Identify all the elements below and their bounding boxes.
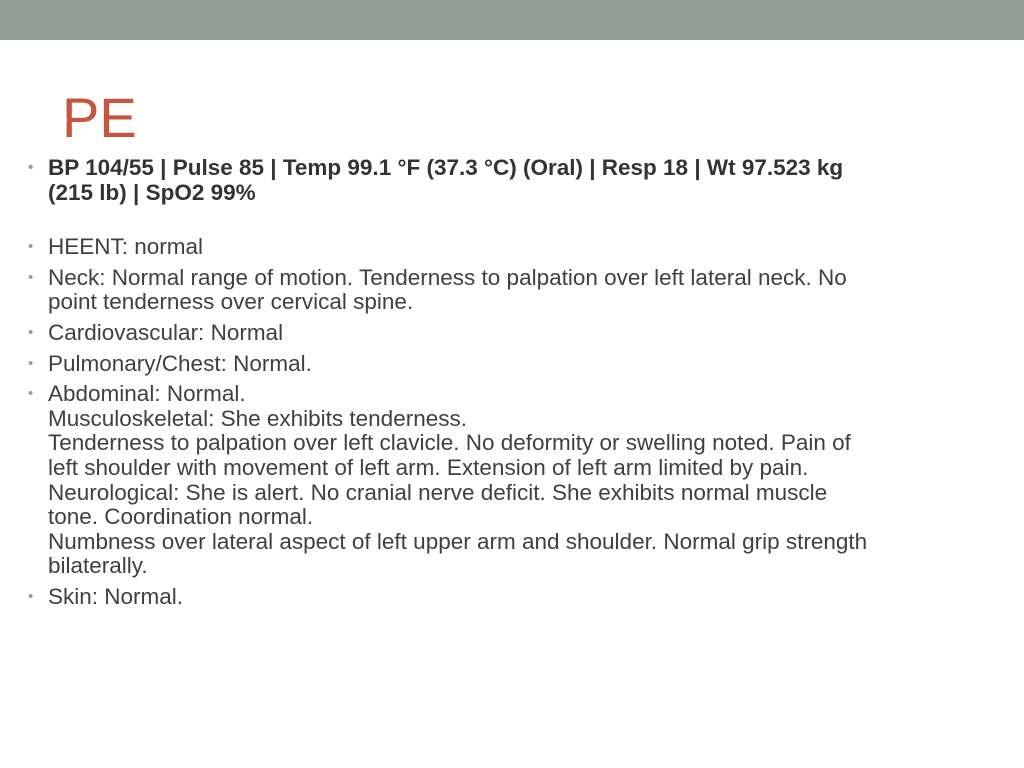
bullet-dot-icon: • bbox=[28, 354, 34, 372]
bullet-line: Skin: Normal. bbox=[48, 583, 184, 609]
bullet-line: Tenderness to palpation over left clavicle. No deformity or swelling noted. Pain of bbox=[48, 430, 851, 456]
bullet-dot-icon: • bbox=[28, 323, 34, 341]
bullet-line: Musculoskeletal: She exhibits tenderness. bbox=[48, 405, 467, 431]
bullet-line: tone. Coordination normal. bbox=[48, 504, 314, 530]
bullet-line: Numbness over lateral aspect of left upper arm and shoulder. Normal grip strength bbox=[48, 528, 868, 554]
bullet-line: bilaterally. bbox=[48, 553, 148, 579]
bullet-dot-icon: • bbox=[28, 268, 34, 286]
bullet-dot-icon: • bbox=[28, 587, 34, 605]
slide-top-bar bbox=[0, 0, 1024, 40]
bullet-line: Neck: Normal range of motion. Tenderness to palpation over left lateral neck. No bbox=[48, 264, 847, 290]
abdominal-bullet bbox=[28, 382, 988, 579]
bullet-dot-icon: • bbox=[28, 159, 34, 176]
bullet-line: Pulmonary/Chest: Normal. bbox=[48, 350, 312, 376]
pulmonary-bullet bbox=[28, 352, 988, 377]
bullet-line: Abdominal: Normal. bbox=[48, 381, 246, 407]
bullet-line: Neurological: She is alert. No cranial nerve deficit. She exhibits normal muscle bbox=[48, 479, 828, 505]
bullet-list bbox=[28, 156, 988, 616]
bullet-line: HEENT: normal bbox=[48, 234, 204, 260]
bullet-line: BP 104/55 | Pulse 85 | Temp 99.1 °F (37.3 °C) (Oral) | Resp 18 | Wt 97.523 kg bbox=[48, 155, 844, 180]
heent-bullet bbox=[28, 235, 988, 260]
bullet-dot-icon: • bbox=[28, 385, 34, 403]
bullet-line: point tenderness over cervical spine. bbox=[48, 289, 414, 315]
neck-bullet bbox=[28, 266, 988, 315]
bullet-dot-icon: • bbox=[28, 238, 34, 256]
vitals-bullet bbox=[28, 156, 988, 205]
skin-bullet bbox=[28, 585, 988, 610]
bullet-line: left shoulder with movement of left arm. Extension of left arm limited by pain. bbox=[48, 454, 809, 480]
slide-title: PE bbox=[62, 86, 137, 149]
bullet-line: (215 lb) | SpO2 99% bbox=[48, 179, 256, 205]
bullet-line: Cardiovascular: Normal bbox=[48, 319, 284, 345]
cardiovascular-bullet bbox=[28, 321, 988, 346]
